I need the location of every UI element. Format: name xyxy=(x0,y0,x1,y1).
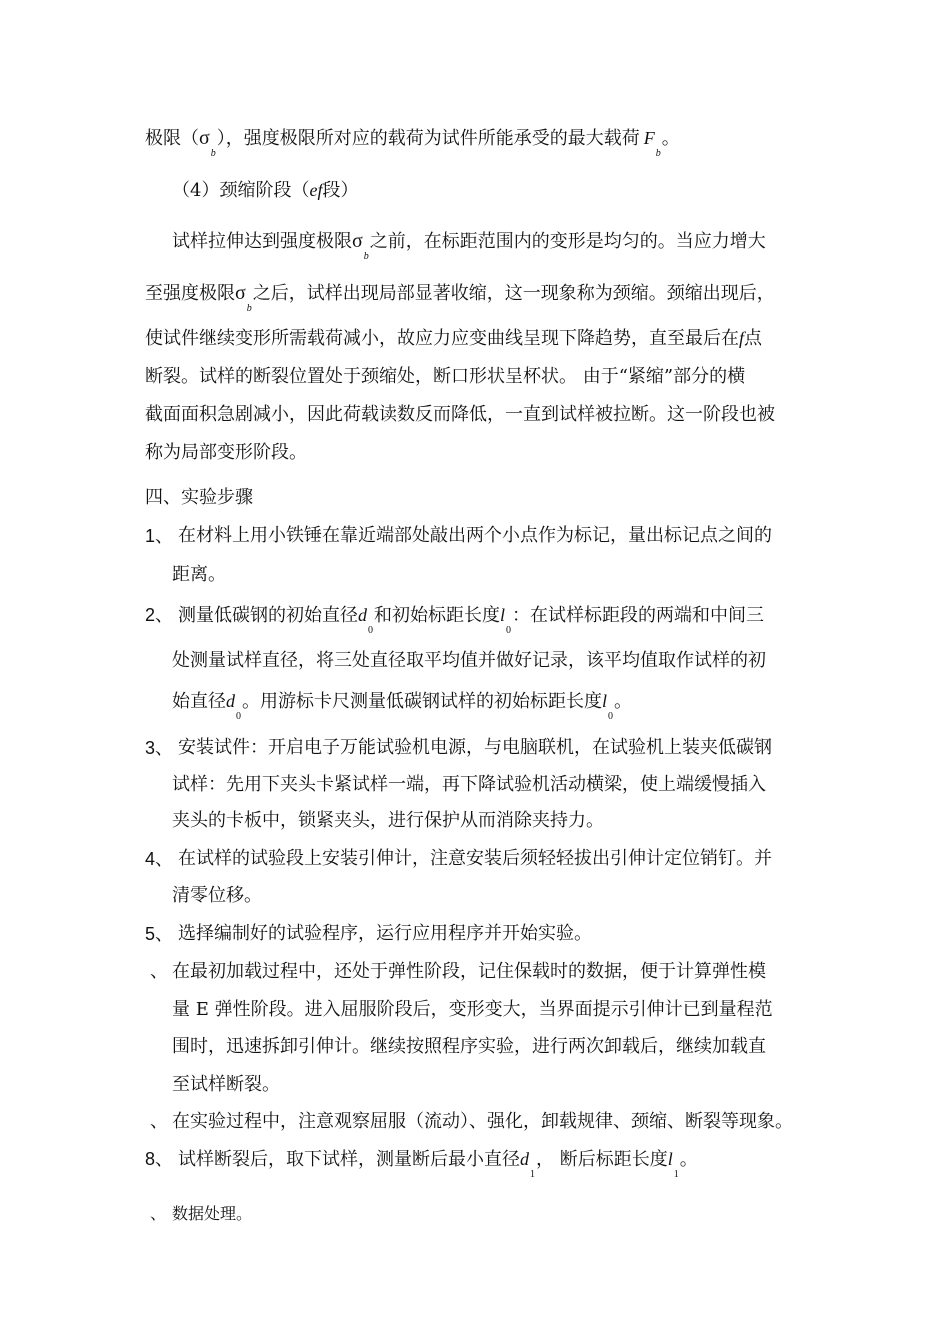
step-text: 在实验过程中，注意观察屈服（流动）、强化，卸载规律、颈缩、断裂等现象。 xyxy=(172,1111,793,1132)
step-text: 至试样断裂。 xyxy=(172,1074,280,1095)
section-subheading xyxy=(172,178,358,203)
length-symbol: l xyxy=(500,605,506,625)
step-number: 、 xyxy=(150,961,168,982)
step-number: 、 xyxy=(150,1111,168,1132)
step-text: 距离。 xyxy=(172,564,226,585)
subscript-1: 1 xyxy=(530,1169,535,1180)
step-number: 1、 xyxy=(145,526,174,546)
paragraph-line xyxy=(172,229,766,262)
text: 。用游标卡尺测量低碳钢试样的初始标距长度 xyxy=(242,691,602,712)
force-symbol: F xyxy=(643,128,655,148)
sigma-symbol: σ xyxy=(199,127,210,149)
diameter-symbol: d xyxy=(358,605,367,625)
subscript-0: 0 xyxy=(368,625,373,636)
sigma-symbol: σ xyxy=(235,282,246,304)
text: 始直径 xyxy=(172,691,226,712)
subscript-b: b xyxy=(655,148,661,159)
step-text: 在最初加载过程中，还处于弹性阶段，记住保载时的数据，便于计算弹性模 xyxy=(172,961,766,982)
point-label: f xyxy=(739,328,745,348)
diameter-symbol: d xyxy=(520,1149,529,1169)
text: ），强度极限所对应的载荷为试件所能承受的最大载荷 xyxy=(216,128,640,149)
text: 点 xyxy=(744,328,763,349)
step-text: 清零位移。 xyxy=(172,885,262,906)
subscript-b: b xyxy=(363,251,369,262)
step-text: 在材料上用小铁锤在靠近端部处敲出两个小点作为标记，量出标记点之间的 xyxy=(178,525,772,546)
subscript-0: 0 xyxy=(236,711,241,722)
text: ， 断后标距长度 xyxy=(536,1149,668,1170)
step-text xyxy=(178,603,765,636)
section-heading: 四、实验步骤 xyxy=(145,487,253,508)
text: 。 xyxy=(614,691,633,712)
step-number: 4、 xyxy=(145,849,174,869)
text: ：在试样标距段的两端和中间三 xyxy=(512,605,765,626)
step-text: 夹头的卡板中，锁紧夹头，进行保护从而消除夹持力。 xyxy=(172,810,604,831)
sigma-symbol: σ xyxy=(352,230,363,252)
diameter-symbol: d xyxy=(226,691,235,711)
paragraph-line xyxy=(145,281,775,314)
step-number: 5、 xyxy=(145,924,174,944)
text: 和初始标距长度 xyxy=(374,605,500,626)
step-number: 3、 xyxy=(145,738,174,758)
step-text: 数据处理。 xyxy=(172,1204,253,1223)
step-number: 、 xyxy=(150,1204,167,1223)
step-text xyxy=(172,689,633,722)
subscript-0: 0 xyxy=(608,711,614,722)
step-text xyxy=(178,1147,698,1180)
step-text: 试样：先用下夹头卡紧试样一端，再下降试验机活动横梁，使上端缓慢插入 xyxy=(172,774,766,795)
segment-label: ef xyxy=(309,180,323,200)
step-text: 量 E 弹性阶段。进入屈服阶段后，变形变大，当界面提示引伸计已到量程范 xyxy=(172,999,773,1020)
subscript-b: b xyxy=(246,303,252,314)
step-text: 围时，迅速拆卸引伸计。继续按照程序实验，进行两次卸载后，继续加载直 xyxy=(172,1036,766,1057)
step-number: 2、 xyxy=(145,605,174,625)
subscript-1: 1 xyxy=(673,1169,679,1180)
step-text: 安装试件：开启电子万能试验机电源，与电脑联机，在试验机上装夹低碳钢 xyxy=(178,737,772,758)
paragraph-line: 断裂。试样的断裂位置处于颈缩处，断口形状呈杯状。 由于“紧缩”部分的横 xyxy=(145,366,746,387)
text: 试样拉伸达到强度极限 xyxy=(172,231,352,252)
text: 段） xyxy=(322,180,359,201)
paragraph-line xyxy=(145,326,762,351)
paragraph-line: 截面面积急剧减小，因此荷载读数反而降低，一直到试样被拉断。这一阶段也被 xyxy=(145,404,775,425)
step-text: 选择编制好的试验程序，运行应用程序并开始实验。 xyxy=(178,923,592,944)
text: 试样断裂后，取下试样，测量断后最小直径 xyxy=(178,1149,520,1170)
text: 测量低碳钢的初始直径 xyxy=(178,605,358,626)
paragraph-line xyxy=(145,126,680,159)
text: 使试件继续变形所需载荷减小，故应力应变曲线呈现下降趋势，直至最后在 xyxy=(145,328,739,349)
text: （4）颈缩阶段（ xyxy=(172,180,310,201)
subscript-b: b xyxy=(210,148,216,159)
step-text: 在试样的试验段上安装引伸计，注意安装后须轻轻拔出引伸计定位销钉。并 xyxy=(178,848,772,869)
length-symbol: l xyxy=(602,691,608,711)
text: 至强度极限 xyxy=(145,283,235,304)
text: 之前，在标距范围内的变形是均匀的。当应力增大 xyxy=(369,231,766,252)
text: 。 xyxy=(679,1149,698,1170)
length-symbol: l xyxy=(667,1149,673,1169)
paragraph-line: 称为局部变形阶段。 xyxy=(145,442,307,463)
text: 。 xyxy=(661,128,680,149)
text: 极限（ xyxy=(145,128,199,149)
step-number: 8、 xyxy=(145,1149,174,1169)
step-text: 处测量试样直径，将三处直径取平均值并做好记录，该平均值取作试样的初 xyxy=(172,650,766,671)
subscript-0: 0 xyxy=(506,625,512,636)
text: 之后，试样出现局部显著收缩，这一现象称为颈缩。颈缩出现后， xyxy=(252,283,775,304)
